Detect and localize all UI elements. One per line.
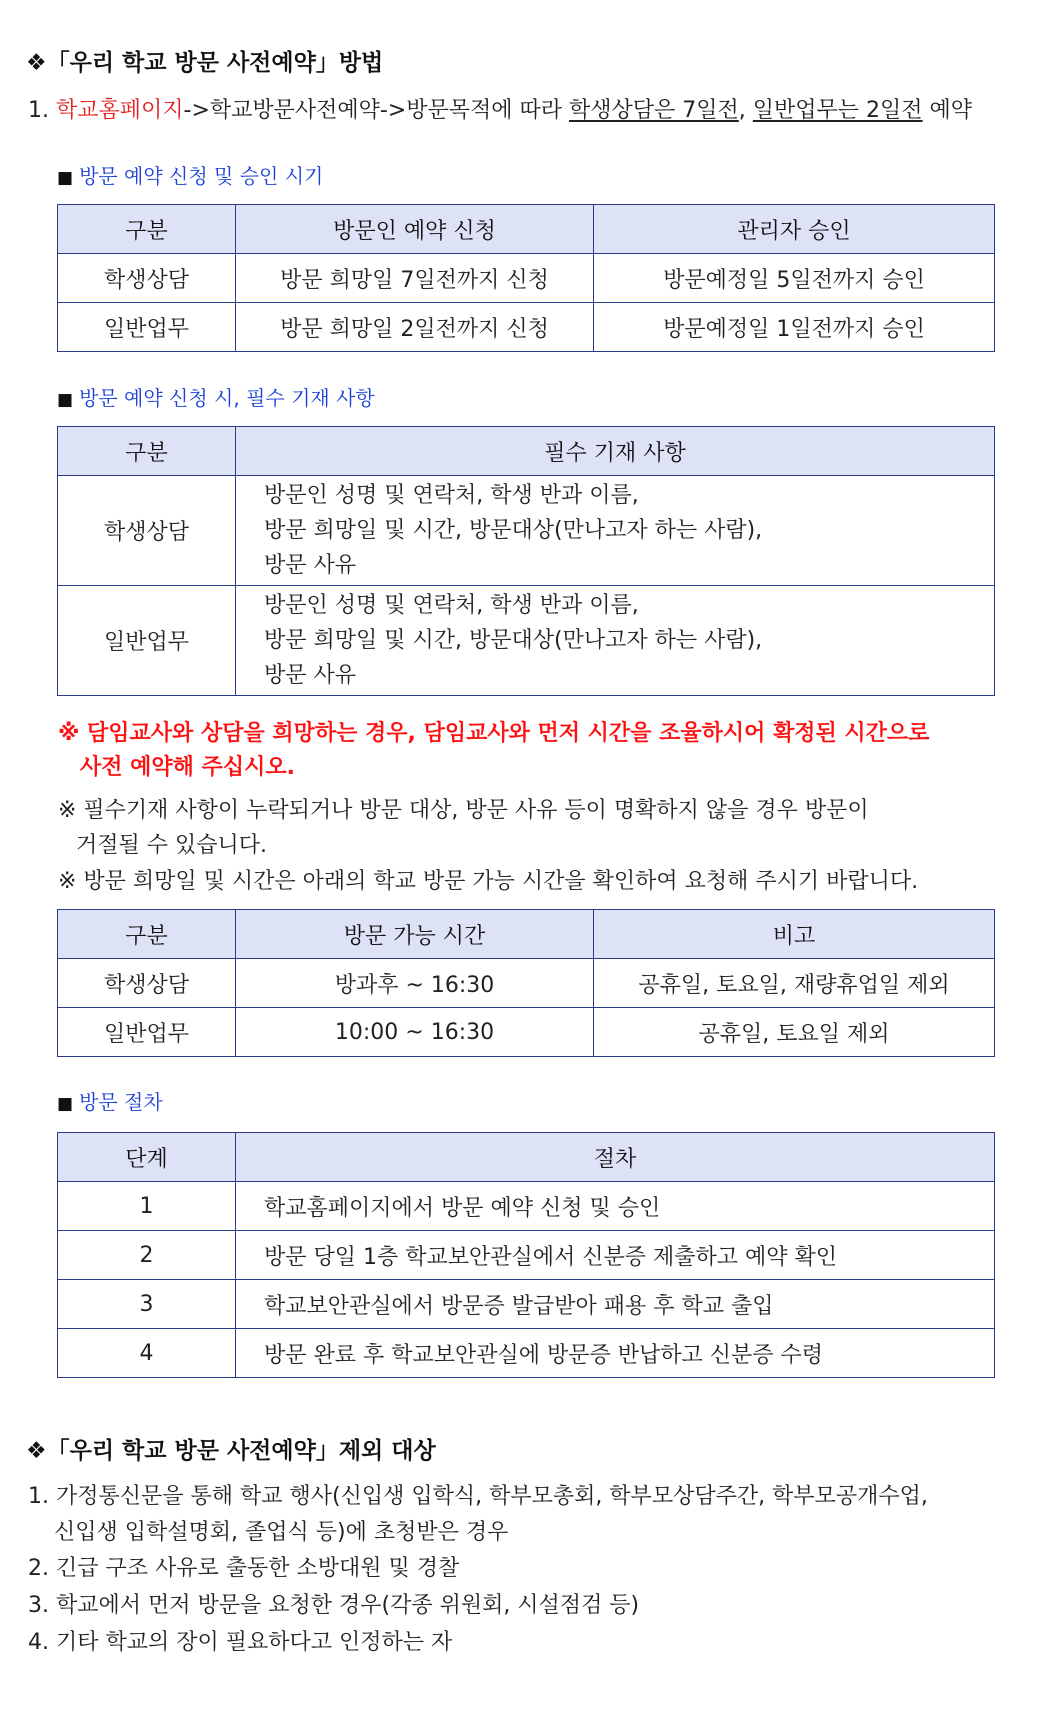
timing-table — [57, 204, 995, 352]
subsection-label: 방문 예약 신청 및 승인 시기 — [79, 164, 324, 188]
exclusion-item-4: 4. 기타 학교의 장이 필요하다고 인정하는 자 — [28, 1630, 453, 1655]
procedure-table — [57, 1132, 995, 1378]
table-cell: 학생상담 — [58, 254, 236, 303]
table-cell — [236, 586, 995, 696]
table-cell: 방문예정일 1일전까지 승인 — [594, 303, 995, 352]
step-number-cell: 1 — [58, 1182, 236, 1231]
table-row — [58, 254, 995, 303]
step-number-cell: 2 — [58, 1231, 236, 1280]
square-bullet-icon: ■ — [57, 390, 74, 410]
table-row — [58, 1008, 995, 1057]
homepage-link[interactable]: 학교홈페이지 — [56, 98, 184, 123]
section-title-method: ❖「우리 학교 방문 사전예약」방법 — [26, 50, 384, 76]
square-bullet-icon: ■ — [57, 1094, 74, 1114]
table-header-row — [58, 427, 995, 476]
col-header: 필수 기재 사항 — [236, 427, 995, 476]
table-row — [58, 1231, 995, 1280]
notice-line-1: ※ 필수기재 사항이 누락되거나 방문 대상, 방문 사유 등이 명확하지 않을 경우 방문이 — [58, 798, 869, 823]
table-cell: 방문예정일 5일전까지 승인 — [594, 254, 995, 303]
col-header: 구분 — [58, 910, 236, 959]
table-cell: 학생상담 — [58, 959, 236, 1008]
student-counsel-deadline: 학생상담은 7일전 — [569, 98, 739, 123]
subsection-label: 방문 절차 — [79, 1090, 163, 1114]
col-header: 절차 — [236, 1133, 995, 1182]
table-row — [58, 1280, 995, 1329]
col-header: 구분 — [58, 427, 236, 476]
step-desc-cell: 방문 당일 1층 학교보안관실에서 신분증 제출하고 예약 확인 — [236, 1231, 995, 1280]
required-line: 방문 희망일 및 시간, 방문대상(만나고자 하는 사람), — [264, 628, 763, 653]
notice-line-2: 거절될 수 있습니다. — [76, 833, 267, 858]
table-row — [58, 1329, 995, 1378]
table-header-row — [58, 910, 995, 959]
subsection-title-required — [57, 382, 375, 411]
step-desc-cell: 학교보안관실에서 방문증 발급받아 패용 후 학교 출입 — [236, 1280, 995, 1329]
red-notice-line-1: ※ 담임교사와 상담을 희망하는 경우, 담임교사와 먼저 시간을 조율하시어 확정된 시간으로 — [58, 721, 930, 746]
step-path-text: ->학교방문사전예약->방문목적에 따라 — [183, 98, 570, 123]
visit-hours-table — [57, 909, 995, 1057]
required-line: 방문 사유 — [264, 663, 357, 688]
table-row — [58, 959, 995, 1008]
step-number: 1. — [28, 98, 49, 123]
table-header-row — [58, 205, 995, 254]
step-desc-cell: 방문 완료 후 학교보안관실에 방문증 반납하고 신분증 수령 — [236, 1329, 995, 1378]
table-header-row — [58, 1133, 995, 1182]
step-number-cell: 4 — [58, 1329, 236, 1378]
table-cell: 일반업무 — [58, 1008, 236, 1057]
table-cell: 방문 희망일 7일전까지 신청 — [236, 254, 594, 303]
required-line: 방문인 성명 및 연락처, 학생 반과 이름, — [264, 483, 639, 508]
square-bullet-icon: ■ — [57, 168, 74, 188]
col-header: 관리자 승인 — [594, 205, 995, 254]
step-tail: 예약 — [922, 98, 973, 123]
table-cell: 공휴일, 토요일, 재량휴업일 제외 — [594, 959, 995, 1008]
col-header: 방문인 예약 신청 — [236, 205, 594, 254]
table-row — [58, 476, 995, 586]
subsection-title-procedure — [57, 1086, 163, 1115]
general-business-deadline: 일반업무는 2일전 — [752, 98, 923, 123]
step-desc-cell: 학교홈페이지에서 방문 예약 신청 및 승인 — [236, 1182, 995, 1231]
required-items-table — [57, 426, 995, 696]
red-notice-line-2: 사전 예약해 주십시오. — [80, 755, 295, 780]
notice-line-3: ※ 방문 희망일 및 시간은 아래의 학교 방문 가능 시간을 확인하여 요청해 주시기 바랍니다. — [58, 869, 919, 894]
exclusion-item-2: 2. 긴급 구조 사유로 출동한 소방대원 및 경찰 — [28, 1556, 460, 1581]
required-line: 방문인 성명 및 연락처, 학생 반과 이름, — [264, 593, 639, 618]
table-cell: 방과후 ~ 16:30 — [236, 959, 594, 1008]
separator: , — [738, 98, 753, 123]
exclusion-item-1-line-1: 1. 가정통신문을 통해 학교 행사(신입생 입학식, 학부모총회, 학부모상담주간, 학부모공개수업, — [28, 1484, 928, 1509]
required-line: 방문 희망일 및 시간, 방문대상(만나고자 하는 사람), — [264, 518, 763, 543]
subsection-title-timing — [57, 160, 323, 189]
step-number-cell: 3 — [58, 1280, 236, 1329]
subsection-label: 방문 예약 신청 시, 필수 기재 사항 — [79, 386, 375, 410]
table-cell: 일반업무 — [58, 303, 236, 352]
col-header: 단계 — [58, 1133, 236, 1182]
table-cell: 방문 희망일 2일전까지 신청 — [236, 303, 594, 352]
table-row — [58, 303, 995, 352]
method-step-1 — [28, 93, 972, 124]
col-header: 방문 가능 시간 — [236, 910, 594, 959]
table-cell: 일반업무 — [58, 586, 236, 696]
section-title-exclusions: ❖「우리 학교 방문 사전예약」제외 대상 — [26, 1438, 436, 1464]
table-cell: 학생상담 — [58, 476, 236, 586]
exclusion-item-1-line-2: 신입생 입학설명회, 졸업식 등)에 초청받은 경우 — [54, 1520, 509, 1545]
table-cell: 공휴일, 토요일 제외 — [594, 1008, 995, 1057]
exclusion-item-3: 3. 학교에서 먼저 방문을 요청한 경우(각종 위원회, 시설점검 등) — [28, 1593, 640, 1618]
table-cell: 10:00 ~ 16:30 — [236, 1008, 594, 1057]
table-row — [58, 586, 995, 696]
col-header: 비고 — [594, 910, 995, 959]
col-header: 구분 — [58, 205, 236, 254]
table-cell — [236, 476, 995, 586]
required-line: 방문 사유 — [264, 553, 357, 578]
table-row — [58, 1182, 995, 1231]
